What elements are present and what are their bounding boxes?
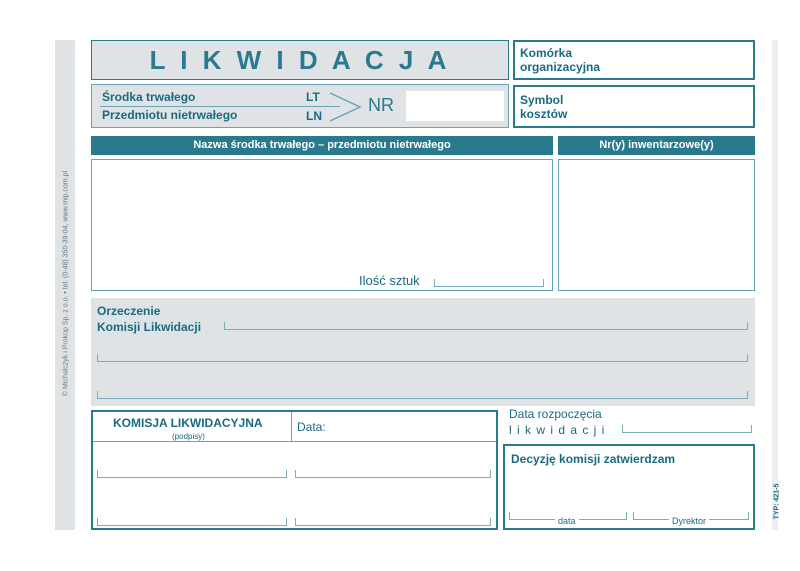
podpisy-label: (podpisy)	[172, 432, 205, 441]
decyzja-box	[503, 444, 755, 530]
orzeczenie-line-1[interactable]	[224, 322, 748, 330]
podpis-line-3[interactable]	[97, 518, 287, 526]
col1-header: Nazwa środka trwałego – przedmiotu nietrwałego	[91, 136, 553, 155]
srodka-trwalego-label: Środka trwałego	[102, 90, 196, 104]
data-rozpoczecia-label: Data rozpoczęcia	[509, 407, 602, 421]
side-strip-text: © Michalczyk i Prokop Sp. z o.o. • tel. (0-48) 350-39-04, www.mip.com.pl	[62, 170, 70, 397]
komisja-data-label: Data:	[297, 420, 326, 434]
form-code: TYP: 421-5	[773, 483, 781, 520]
decyzja-title: Decyzję komisji zatwierdzam	[511, 452, 676, 466]
nr-label: NR	[368, 95, 394, 115]
symbol-box[interactable]	[513, 85, 755, 128]
orzeczenie-line-2[interactable]	[97, 354, 748, 362]
podpis-line-2[interactable]	[295, 470, 491, 478]
orzeczenie-label: Orzeczenie	[97, 304, 161, 318]
right-strip	[772, 40, 778, 530]
komorka-box[interactable]	[513, 40, 755, 80]
podpis-line-4[interactable]	[295, 518, 491, 526]
nr-inwentarzowe-field[interactable]	[558, 159, 755, 291]
likwidacji-label: l i k w i d a c j i	[509, 423, 606, 437]
lt-code: LT	[306, 90, 320, 104]
ilosc-sztuk-line[interactable]	[434, 279, 544, 287]
komisja-box	[91, 410, 498, 530]
ilosc-sztuk-label: Ilość sztuk	[359, 273, 420, 288]
chevron-right-icon	[328, 91, 364, 123]
title-banner	[91, 40, 509, 80]
komisja-divider-h	[93, 441, 496, 442]
komorka-label: Komórka organizacyjna	[520, 46, 601, 74]
przedmiotu-nietrwalego-label: Przedmiotu nietrwałego	[102, 108, 238, 122]
col2-header: Nr(y) inwentarzowe(y)	[558, 136, 755, 155]
lt-ln-box	[91, 84, 509, 128]
page-title: L I K W I D A C J A	[149, 45, 451, 75]
komisja-title: KOMISJA LIKWIDACYJNA	[113, 416, 263, 430]
komisja-divider-v	[291, 412, 292, 442]
orzeczenie-line-3[interactable]	[97, 391, 748, 399]
symbol-label: Symbol kosztów	[520, 93, 568, 121]
decyzja-dyrektor-label: Dyrektor	[669, 516, 709, 526]
form-code-wrap	[772, 483, 782, 520]
data-rozpoczecia-line[interactable]	[622, 425, 752, 433]
orzeczenie-block	[91, 298, 755, 406]
row-divider	[100, 106, 340, 107]
ln-code: LN	[306, 109, 322, 123]
nr-input[interactable]	[406, 91, 504, 121]
nazwa-field[interactable]	[91, 159, 553, 291]
komisji-likwidacji-label: Komisji Likwidacji	[97, 320, 202, 334]
decyzja-data-label: data	[555, 516, 579, 526]
podpis-line-1[interactable]	[97, 470, 287, 478]
